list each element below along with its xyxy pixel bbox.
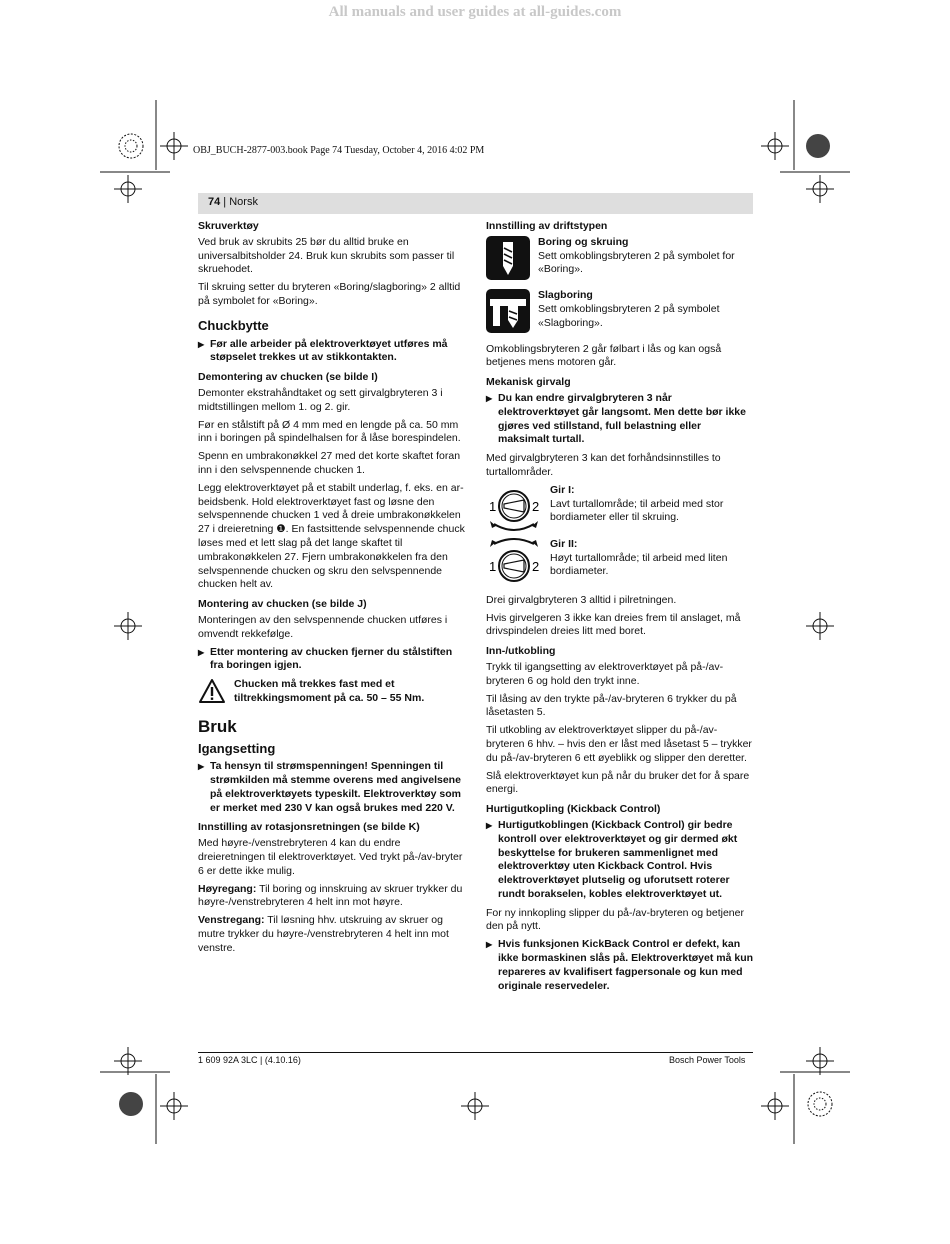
gear-number-1: 1 — [489, 498, 497, 514]
gear-number-2: 2 — [532, 558, 540, 574]
caution-text: Chucken må trekkes fast med et tiltrekkingsmoment på ca. 50 – 55 Nm. — [234, 678, 425, 704]
mode-hammer-drilling — [486, 289, 755, 334]
gear-number-2: 2 — [532, 498, 540, 514]
left-column — [198, 220, 467, 960]
warning-bullet: ▶ Hvis funksjonen KickBack Control er defekt, kan ikke bormaskinen slås på. Elektroverktøyet må kun repareres av kvalifisert fagpersonale og kun med originale reservedeler. — [486, 938, 755, 993]
section-title: Skruverktøy — [198, 220, 259, 232]
header-language: Norsk — [229, 196, 258, 208]
section-title: Montering av chucken (se bilde J) — [198, 598, 367, 611]
warning-triangle-icon — [198, 678, 226, 704]
term-text: Til boring og innskruing av skruer trykker du høyre-/venstrebryteren 4 helt inn mot høyre. — [198, 882, 463, 909]
section-heading: Chuckbytte — [198, 317, 269, 333]
term-label: Venstregang: — [198, 914, 265, 927]
paragraph: Monteringen av den selvspennende chucken utføres i omvendt rekkefølge. — [198, 613, 448, 640]
mode-text: Sett omkoblingsbryteren 2 på symbolet for «Boring». — [538, 249, 735, 276]
paragraph — [198, 883, 467, 911]
gear-title: Gir II: — [550, 537, 578, 550]
paragraph: Til utkobling av elektroverktøyet slipper du på-/av-bryteren 6 hhv. – hvis den er låst med låsetast 5 – trykker du på-/av-bryteren 6 ett øyeblikk og slipper den deretter. — [486, 724, 752, 764]
mode-drilling — [486, 236, 755, 281]
paragraph: Med høyre-/venstrebryteren 4 kan du endre dreieretningen til elektroverktøyet. Ved trykt på-/av-bryter 6 er dette ikke mulig. — [198, 837, 463, 877]
chapter-heading: Bruk — [198, 716, 237, 736]
footer-doc-code: 1 609 92A 3LC | (4.10.16) — [198, 1055, 301, 1065]
gear-text: Høyt turtallområde; til arbeid med liten bordiameter. — [550, 551, 728, 578]
mode-title: Boring og skruing — [538, 235, 629, 248]
mode-title: Slagboring — [538, 289, 593, 302]
warning-bullet: ▶ Hurtigutkoblingen (Kickback Control) gir bedre kontroll over elektroverktøyet og gir dermed økt beskyttelse for brukeren sammenlignet med elektroverktøy uten Kickback Control. Hvis elektroverktøyet plutselig og uforutsett roterer rundt borakselen, kobles elektroverktøyet ut. — [486, 819, 755, 902]
footer-brand: Bosch Power Tools — [669, 1055, 746, 1065]
header-separator: | — [220, 196, 230, 208]
paragraph: Omkoblingsbryteren 2 går følbart i lås og kan også betjenes mens motoren går. — [486, 342, 722, 369]
warning-bullet: ▶ Etter montering av chucken fjerner du stålstiften fra boringen igjen. — [198, 646, 467, 674]
gear-selector-1-icon — [486, 484, 542, 534]
paragraph: Før en stålstift på Ø 4 mm med en lengde på ca. 50 mm inn i boringen på spindelhalsen for å låse borespindelen. — [198, 418, 461, 445]
gear-title: Gir I: — [550, 483, 575, 496]
paragraph: Trykk til igangsetting av elektroverktøyet på på-/av-bryteren 6 og hold den trykt inne. — [486, 660, 724, 687]
footer-rule — [198, 1052, 753, 1053]
gear-text: Lavt turtallområde; til arbeid med stor bordiameter eller til skruing. — [550, 497, 724, 524]
term-label: Høyregang: — [198, 882, 257, 895]
paragraph: For ny innkopling slipper du på-/av-bryteren og betjener den på nytt. — [486, 906, 744, 933]
drill-bit-icon — [486, 236, 530, 280]
section-title: Innstilling av rotasjonsretningen (se bilde K) — [198, 821, 420, 834]
mode-text: Sett omkoblingsbryteren 2 på symbolet «Slagboring». — [538, 302, 720, 329]
warning-bullet: ▶ Du kan endre girvalgbryteren 3 når elektroverktøyet går langsomt. Men dette bør ikke gjøres ved stillstand, full belastning eller maksimalt turtall. — [486, 392, 755, 447]
paragraph: Ved bruk av skrubits 25 bør du alltid bruke en universalbitsholder 24. Bruk kun skrubits som passer til skruehodet. — [198, 235, 455, 276]
section-title: Mekanisk girvalg — [486, 376, 571, 389]
book-info-line: OBJ_BUCH-2877-003.book Page 74 Tuesday, October 4, 2016 4:02 PM — [193, 145, 485, 156]
gear-1-row — [486, 484, 755, 534]
gear-2-row — [486, 538, 755, 588]
caution-note — [198, 678, 467, 706]
gear-number-1: 1 — [489, 558, 497, 574]
page-header — [198, 193, 753, 214]
section-heading: Igangsetting — [198, 740, 276, 756]
section-title: Demontering av chucken (se bilde I) — [198, 371, 378, 384]
paragraph: Til skruing setter du bryteren «Boring/slagboring» 2 alltid på symbolet for «Boring». — [198, 281, 461, 307]
paragraph: Hvis girvelgeren 3 ikke kan dreies frem til anslaget, må drivspindelen dreies litt med boret. — [486, 611, 741, 638]
paragraph: Legg elektroverktøyet på et stabilt underlag, f. eks. en arbeidsbenk. Hold elektroverktøyet fast og løsne den selvspennende chucken 1 ved å dreie umbrakonøkkelen 27 i dreieretning ❶. En fastsittende selvspennende chuck løses med et lett slag på det lange skaftet til umbrakonøkkelen 27. Fjern umbrakonøkkelen fra den selvspennende chucken og skru den selvspennende chucken helt av. — [198, 481, 465, 591]
section-title: Inn-/utkobling — [486, 645, 556, 658]
section-title: Innstilling av driftstypen — [486, 220, 608, 232]
term-text: Til løsning hhv. utskruing av skruer og mutre trykker du høyre-/venstrebryteren 4 helt inn mot venstre. — [198, 914, 449, 954]
section-title: Hurtigutkopling (Kickback Control) — [486, 803, 661, 816]
right-column — [486, 220, 755, 998]
paragraph: Til låsing av den trykte på-/av-bryteren 6 trykker du på låsetasten 5. — [486, 692, 737, 719]
paragraph: Med girvalgbryteren 3 kan det forhåndsinnstilles to turtallområder. — [486, 452, 721, 478]
warning-bullet: ▶ Før alle arbeider på elektroverktøyet utføres må støpselet trekkes ut av stikkontakten. — [198, 338, 467, 366]
gear-selector-2-icon — [486, 538, 542, 588]
page-number: 74 — [208, 196, 221, 208]
paragraph: Drei girvalgbryteren 3 alltid i pilretningen. — [486, 593, 677, 606]
watermark: All manuals and user guides at all-guides.com — [328, 4, 622, 20]
hammer-drill-icon — [486, 289, 530, 333]
paragraph — [198, 914, 467, 955]
paragraph: Spenn en umbrakonøkkel 27 med det korte skaftet foran inn i den selvspennende chucken 1. — [198, 450, 461, 476]
paragraph: Slå elektroverktøyet kun på når du bruker det for å spare energi. — [486, 769, 750, 796]
paragraph: Demonter ekstrahåndtaket og sett girvalgbryteren 3 i midtstillingen mellom 1. og 2. gir. — [198, 386, 443, 413]
warning-bullet: ▶ Ta hensyn til strømspenningen! Spenningen til strømkilden må stemme overens med angivelsene på elektroverktøyets typeskilt. Elektroverktøy som er merket med 230 V kan også brukes med 220 V. — [198, 760, 467, 815]
